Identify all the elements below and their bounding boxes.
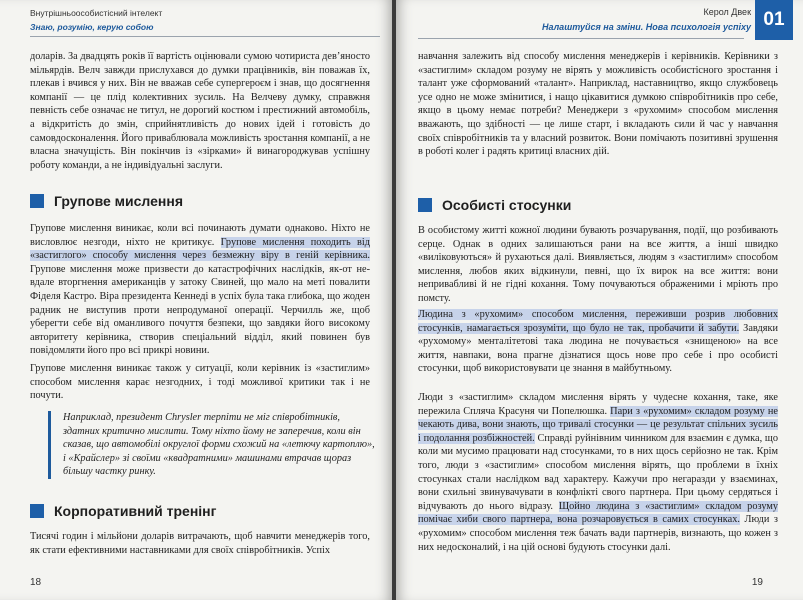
body-paragraph — [30, 50, 370, 172]
body-paragraph — [30, 362, 370, 403]
text-run: Люди з «рухомим» способом мислення теж бачать вади партнерів, визнають, що кожен з них недосконалий, і на цій основі будують стосунки далі. — [418, 514, 778, 553]
header-rule — [418, 38, 744, 39]
right-page — [396, 0, 803, 600]
page-number: 18 — [30, 577, 42, 588]
text-run: Групове мислення може призвести до катастрофічних наслідків, як-от невдале вторгнення американців у затоку Свиней, що мало на меті повалити Фіделя Кастро. Віра президента Кеннеді в успіх була така глибока, що жоден радник не виступив проти непродуманої операції. Черчилль же, щоб уберегти себе від оманливого почуття безпеки, що завдяки його високому авторитету керівника, створив спеціальний відділ, який повинен був повідомляти його про всі прикрі новини. — [30, 263, 370, 357]
running-title: Внутрішньоособистісний інтелект — [30, 8, 163, 18]
section-heading-group-thinking — [30, 193, 183, 209]
paragraph-4: Тисячі годин і мільйони доларів витрачають, щоб навчити менеджерів того, як стати ефективними наставниками для своїх співробітників. Успіх — [30, 531, 370, 556]
book-subtitle: Налаштуйся на зміни. Нова психологія успіху — [541, 22, 751, 32]
body-paragraph — [418, 224, 778, 306]
heading-label: Корпоративний тренінг — [54, 503, 217, 519]
text-run: Справді руйнівним чинником для взаємин є думка, що коли ми мусимо працювати над стосунками, то в них щось серйозно не так. Крім того, люди з «застиглим» способом мислення вірять, що проблеми в їхніх стосунках стали наслідком вад характеру. Кажучи про негаразди у взаєминах, вони схильні звинувачувати в конфлікті свого партнера. При цьому сердяться і відчувають до нього відразу. — [418, 432, 778, 512]
example-quote: Наприклад, президент Chrysler терпіти не міг співробітників, здатних критично мислити. Тому ніхто йому не заперечив, коли він сказав, що автомобілі округлої форми схожий на «летючу картоплю», і «Крайслер» зі своїми «квадратними» машинами втрачав щораз більшу частку ринку. — [48, 411, 375, 479]
header-rule — [30, 36, 380, 37]
section-heading-corporate-training — [30, 503, 216, 519]
paragraph-1: навчання залежить від способу мислення менеджерів і керівників. Керівники з «застиглим» складом розуму не вірять у можливість особистісного зростання і талант уже сформований «талант». Наприклад, наставництво, якщо службовець усе одно не може змінитися, і нащо цікавитися думкою співробітників про себе, якщо в цьому немає потреби? Менеджери з «рухомим» способом мислення вважають, що здібності — це лише старт, і вкладають сили й час у навчання своїх співробітників та у власний розвиток. Вони помічають позитивні зрушення в роботі колег і радять критиці власних дій. — [418, 51, 778, 158]
paragraph-3: Групове мислення виникає також у ситуації, коли керівник із «застиглим» способом мислення карає незгодних, і тоді можливої критики так і не почути. — [30, 363, 370, 402]
running-subtitle: Знаю, розумію, керую собою — [30, 22, 154, 32]
text-run: Завдяки «рухомому» менталітетові така людина не почувається «знищеною» на все життя, навпаки, вона прагне дізнатися щось нове про себе і про особисті стосунки, щоб використовувати це знання в майбутньому. — [418, 322, 778, 375]
text-run: Групове мислення виникає, коли всі починають думати однаково. Ніхто не висловлює незгоди, ніхто не критикує. — [30, 223, 370, 248]
body-paragraph — [418, 50, 778, 159]
author-name: Керол Двек — [703, 7, 751, 17]
paragraph-1: доларів. За двадцять років її вартість оцінювали сумою чотириста дев’яносто мільярдів. Велч завжди прислухався до думки працівників, він поважав їх, плекав і вчився у них. Він не вважав себе супергероєм і знав, що досягнення компанії — це плід колективних зусиль. На Велчеву думку, справжня певність себе означає не титул, не дорогий костюм і престижний автомобіль, а відкритість до змін, сприйнятливість до нових ідей і готовість до самовдосконалення. Його приваблювала можливість зростання компанії, а не власна значущість. Він покінчив із «зірками» й винагороджував успішну роботу команди, а не індивідуальні заслуги. — [30, 51, 370, 171]
body-paragraph — [418, 391, 778, 554]
section-heading-personal-relationships — [418, 197, 571, 213]
body-paragraph — [30, 222, 370, 358]
heading-label: Групове мислення — [54, 193, 183, 209]
highlighted-text: Щойно людина з «застиглим» складом розуму помічає хиби свого партнера, вона розчаровується в самих стосунках. — [418, 500, 779, 526]
page-number: 19 — [751, 577, 763, 588]
heading-square-icon — [30, 194, 44, 208]
heading-label: Особисті стосунки — [442, 197, 572, 213]
paragraph-2: В особистому житті кожної людини бувають розчарування, події, що розбивають серце. Однак в одних залишаються рани на все життя, а інші швидко «виліковуються» й рухаються далі. Виявляється, людям з «застиглим» способом мислення, любов яких відкинули, певні, що їх вирок на все життя: вони непривабливі й не гідні кохання. Тому почуваються ображеними і мріють про помсту. — [418, 225, 778, 304]
body-paragraph — [418, 308, 778, 376]
highlighted-text: Пари з «рухомим» складом розуму не чекають дива, вони знають, що тривалі стосунки — це результат спільних зусиль і подолання розбіжностей. — [418, 405, 778, 444]
chapter-number-badge: 01 — [755, 0, 793, 40]
body-paragraph — [30, 530, 370, 557]
heading-square-icon — [418, 198, 432, 212]
heading-square-icon — [30, 504, 44, 518]
left-page — [0, 0, 392, 600]
text-run: Люди з «застиглим» складом мислення вірять у чудесне кохання, таке, яке пережила Спляча Красуня чи Попелюшка. — [418, 392, 778, 417]
highlighted-text: Людина з «рухомим» способом мислення, переживши розрив любовних стосунків, намагається зрозуміти, що було не так, пробачити й забути. — [418, 309, 778, 334]
highlighted-text: Групове мислення походить від «застиглого» способу мислення через безмежну віру в геній керівника. — [30, 236, 370, 262]
